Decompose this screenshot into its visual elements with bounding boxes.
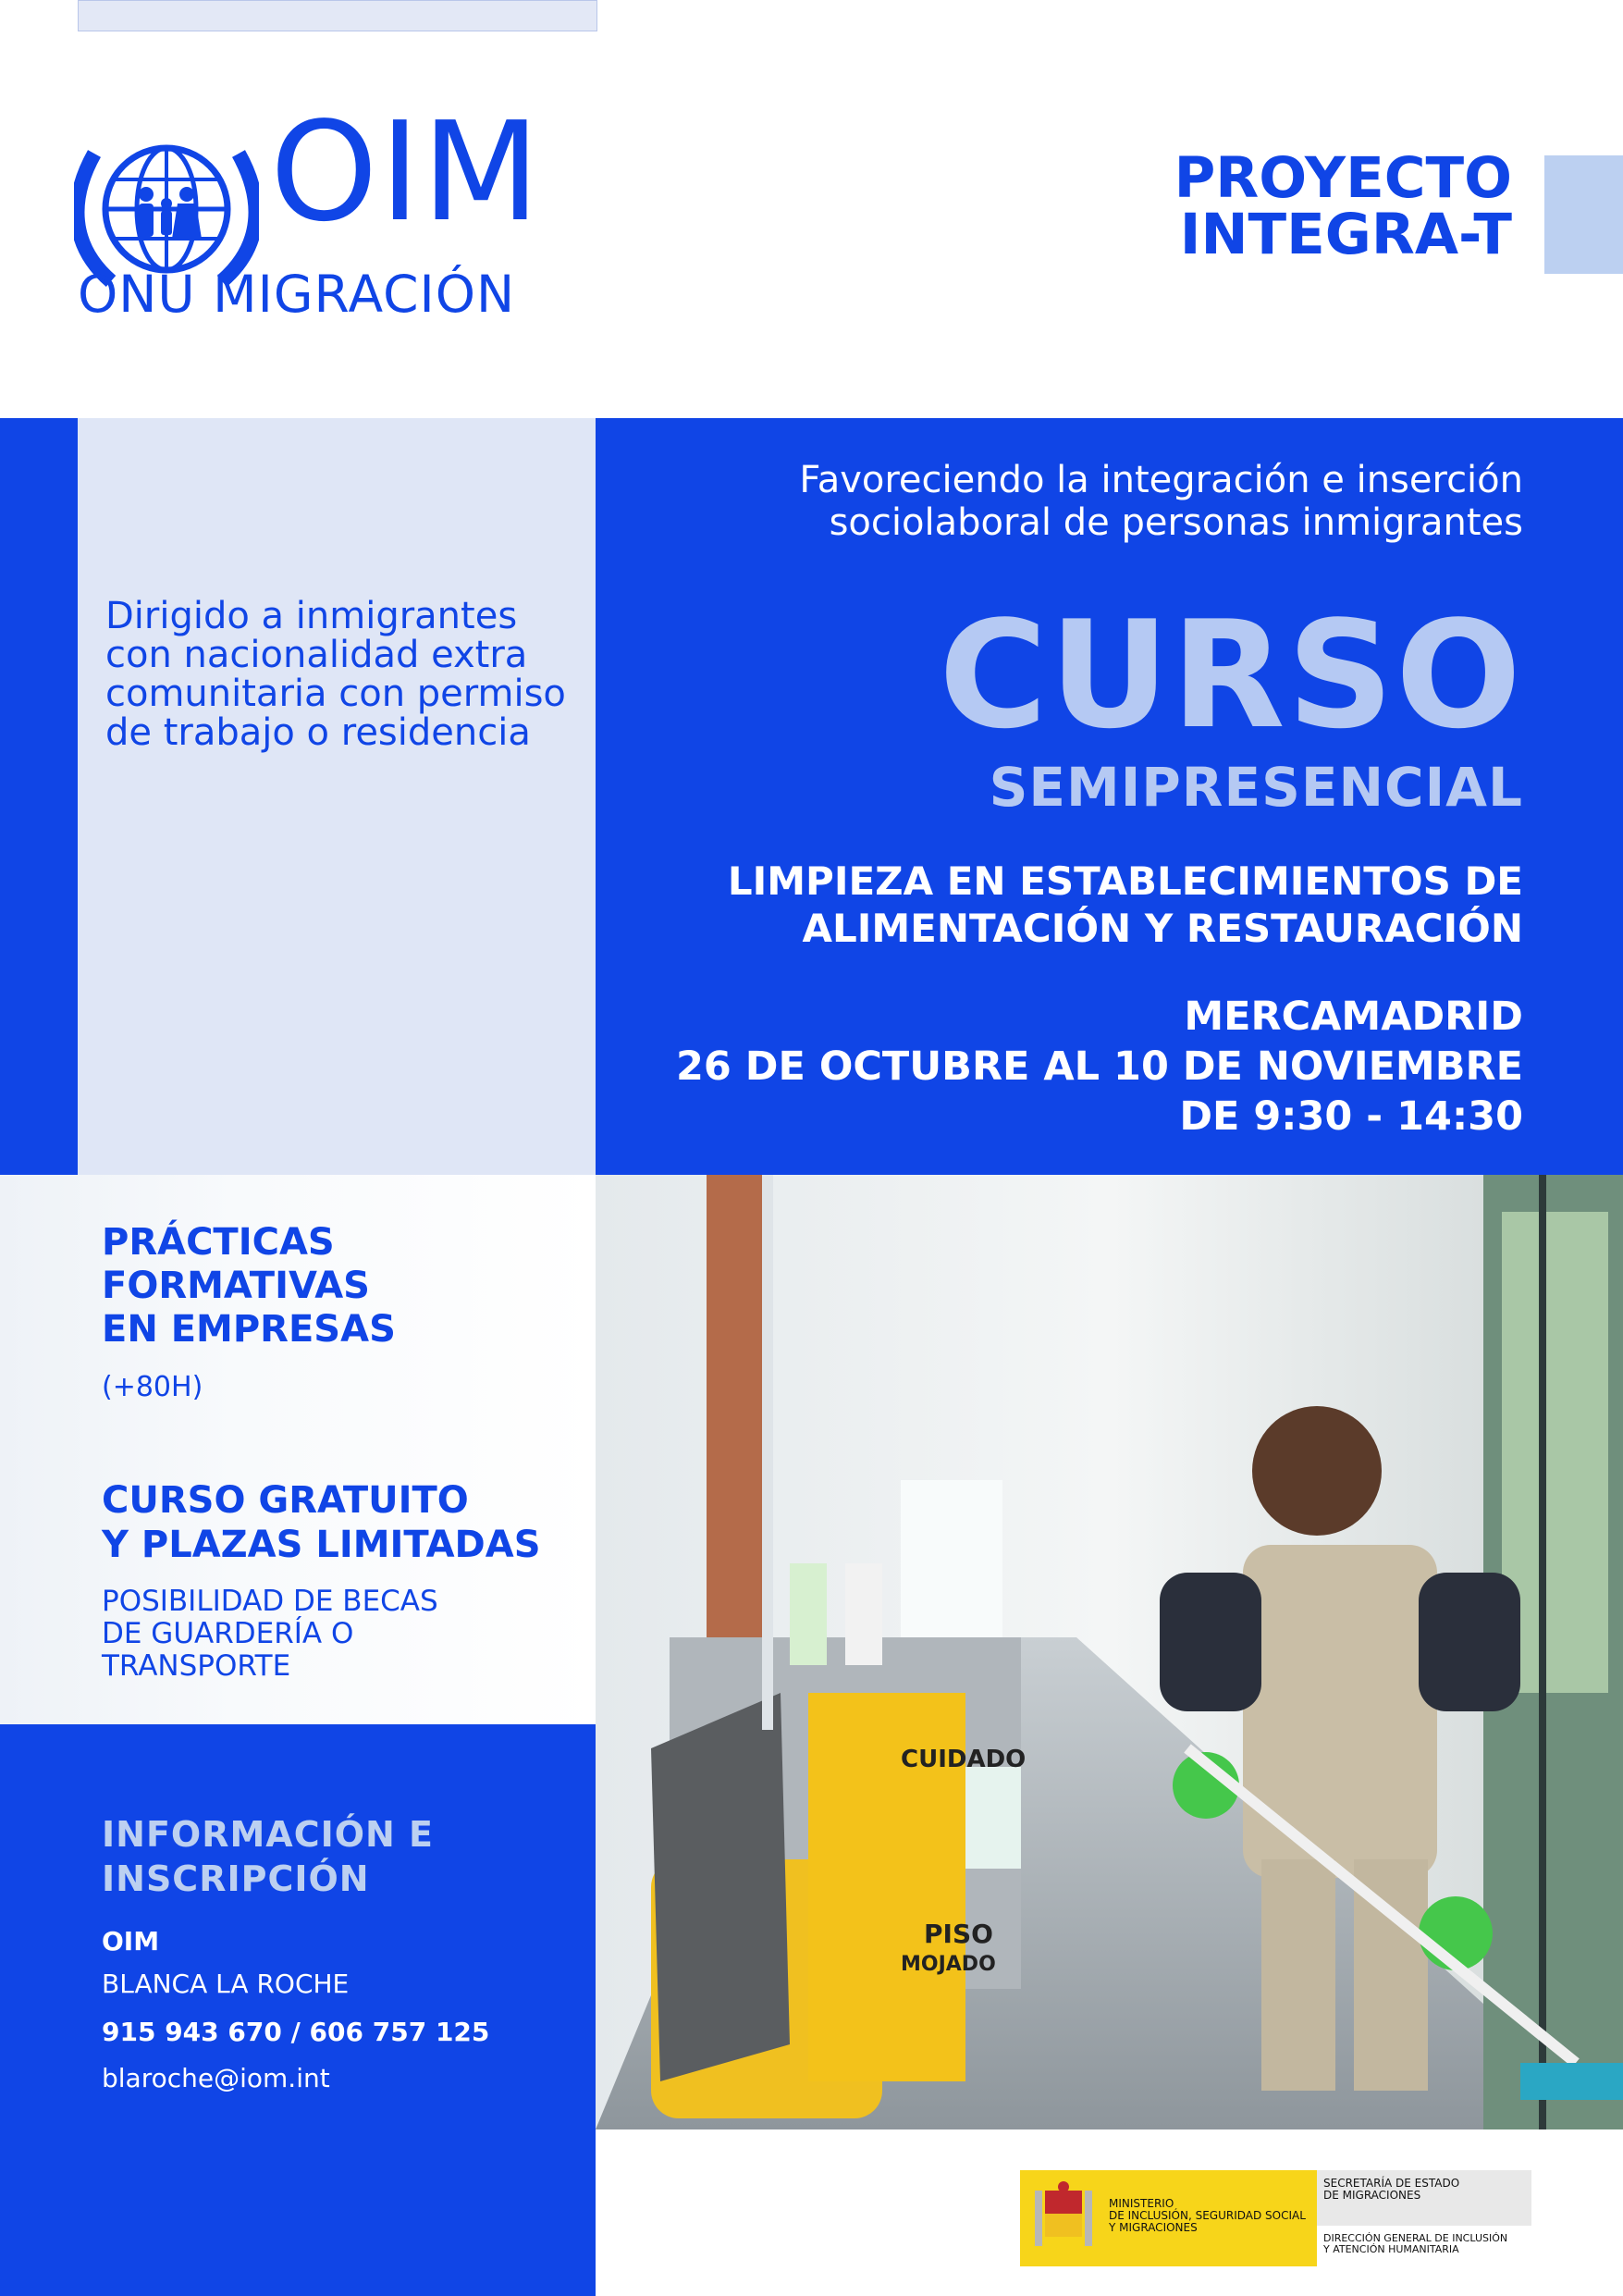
wet-floor-sign-line: PISO	[924, 1919, 993, 1949]
project-accent-box	[1544, 155, 1623, 274]
info-heading	[102, 1813, 434, 1901]
audience-line: Dirigido a inmigrantes	[105, 595, 518, 637]
free-line: Y PLAZAS LIMITADAS	[102, 1524, 541, 1566]
ministry-line: MINISTERIO	[1109, 2197, 1174, 2210]
free-line: CURSO GRATUITO	[102, 1479, 469, 1522]
contact-org: OIM	[102, 1926, 160, 1957]
becas-line: TRANSPORTE	[102, 1649, 291, 1684]
tagline-line-1: Favoreciendo la integración e inserción	[799, 459, 1523, 501]
info-heading-line-1: INFORMACIÓN E	[102, 1814, 435, 1855]
course-title-line-1: LIMPIEZA EN ESTABLECIMIENTOS DE	[727, 858, 1523, 904]
audience-text	[105, 597, 586, 752]
project-line-1: PROYECTO	[1174, 145, 1512, 211]
secretaria-line: DE MIGRACIONES	[1323, 2189, 1421, 2203]
becas-line: DE GUARDERÍA O	[102, 1617, 354, 1651]
course-hours: DE 9:30 - 14:30	[1179, 1092, 1523, 1140]
practicas-hours: (+80H)	[102, 1371, 203, 1403]
logo-wordmark: OIM	[270, 93, 542, 252]
top-strip	[78, 0, 597, 31]
becas-text	[102, 1586, 438, 1683]
contact-name: BLANCA LA ROCHE	[102, 1969, 350, 1999]
venue-name: MERCAMADRID	[1184, 994, 1523, 1040]
project-title	[1174, 145, 1512, 267]
course-heading: CURSO	[939, 588, 1523, 761]
tagline	[799, 459, 1523, 544]
course-title	[728, 858, 1523, 952]
becas-line: POSIBILIDAD DE BECAS	[102, 1585, 438, 1618]
secretaria-name	[1323, 2178, 1459, 2202]
audience-line: comunitaria con permiso	[105, 673, 566, 715]
wet-floor-sign-line: MOJADO	[901, 1953, 996, 1976]
coat-of-arms-icon	[1031, 2181, 1096, 2255]
audience-line: con nacionalidad extra	[105, 634, 528, 676]
project-line-2: INTEGRA-T	[1179, 202, 1512, 267]
practicas-line: PRÁCTICAS	[102, 1221, 335, 1264]
free-course-heading	[102, 1478, 541, 1567]
direccion-line: DIRECCIÓN GENERAL DE INCLUSIÓN	[1323, 2232, 1508, 2244]
info-panel	[0, 1724, 596, 2296]
direccion-line: Y ATENCIÓN HUMANITARIA	[1323, 2243, 1459, 2256]
tagline-line-2: sociolaboral de personas inmigrantes	[829, 501, 1523, 544]
course-title-line-2: ALIMENTACIÓN Y RESTAURACIÓN	[802, 906, 1523, 952]
course-dates: 26 DE OCTUBRE AL 10 DE NOVIEMBRE	[675, 1043, 1523, 1090]
practicas-line: EN EMPRESAS	[102, 1308, 396, 1352]
audience-line: de trabajo o residencia	[105, 711, 531, 754]
audience-panel	[78, 418, 596, 1175]
cleaner-photo	[596, 1175, 1623, 2129]
wet-floor-sign-line: CUIDADO	[901, 1746, 1027, 1773]
course-schedule	[676, 993, 1523, 1142]
ministry-logo	[1020, 2170, 1531, 2266]
contact-email[interactable]: blaroche@iom.int	[102, 2063, 330, 2093]
practicas-line: FORMATIVAS	[102, 1265, 370, 1308]
practicas-heading	[102, 1221, 396, 1352]
contact-phones[interactable]: 915 943 670 / 606 757 125	[102, 2017, 490, 2047]
logo-subtitle: ONU MIGRACIÓN	[78, 265, 516, 324]
course-mode: SEMIPRESENCIAL	[989, 756, 1523, 819]
ministry-line: DE INCLUSIÓN, SEGURIDAD SOCIAL	[1109, 2209, 1306, 2223]
info-heading-line-2: INSCRIPCIÓN	[102, 1858, 370, 1899]
cleaner-photo-illustration	[596, 1175, 1623, 2129]
secretaria-line: SECRETARÍA DE ESTADO	[1323, 2177, 1460, 2190]
ministry-line: Y MIGRACIONES	[1109, 2221, 1198, 2235]
ministry-name	[1109, 2198, 1306, 2235]
direccion-name	[1323, 2233, 1507, 2255]
